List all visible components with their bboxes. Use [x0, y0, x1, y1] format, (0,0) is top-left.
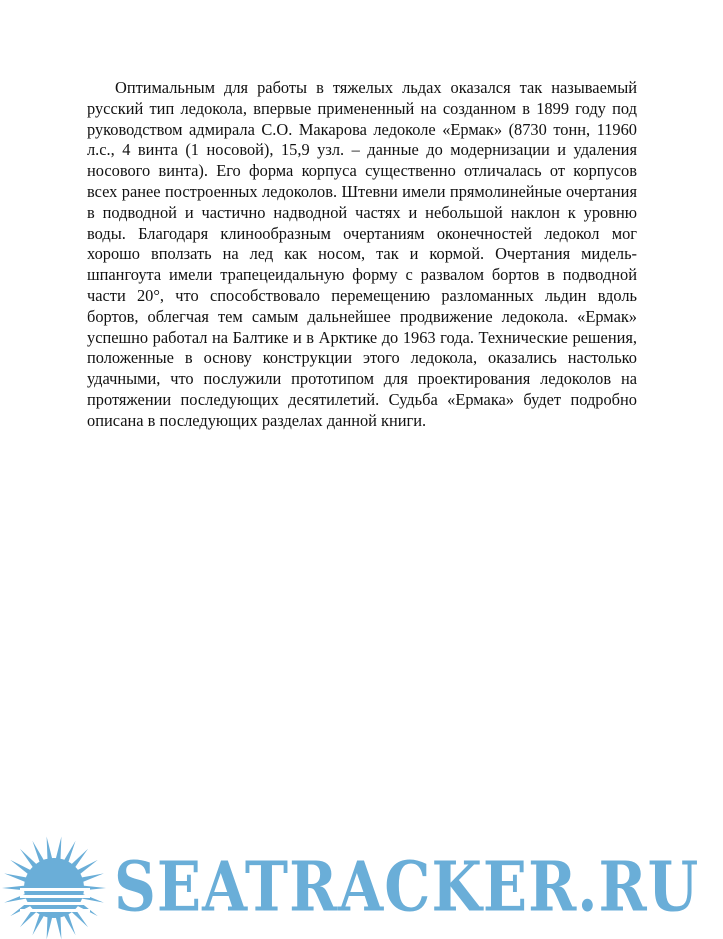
sun-over-sea-icon — [0, 828, 110, 939]
watermark — [0, 828, 723, 939]
sun-ray — [80, 893, 104, 902]
body-paragraph: Оптимальным для работы в тяжелых льдах оказался так называемый русский тип ледокола, впервые примененный на созданном в 1899 году под руководством адмирала С.О. Макарова ледоколе «Ермак» (8730 тонн, 11960 л.с., 4 винта (1 носовой), 15,9 узл. – данные до модернизации и удаления носового винта). Его форма корпуса существенно отличалась от корпусов всех ранее построенных ледоколов. Штевни имели прямолинейные очертания в подводной и частично надводной частях и небольшой наклон к уровню воды. Благодаря клинообразным очертаниям оконечностей ледокол мог хорошо вползать на лед как носом, так и кормой. Очертания мидель-шпангоута имели трапецеидальную форму с развалом бортов в подводной части 20°, что способствовало перемещению разломанных льдин вдоль бортов, облегчая тем самым дальнейшее продвижение ледокола. «Ермак» успешно работал на Балтике и в Арктике до 1963 года. Технические решения, положенные в основу конструкции этого ледокола, оказались настолько удачными, что послужили прототипом для проектирования ледоколов на протяжении последующих десятилетий. Судьба «Ермака» будет подробно описана в последующих разделах данной книги. — [87, 78, 637, 430]
sun-ray — [4, 893, 28, 902]
sun-ray — [4, 873, 28, 882]
sun-ray — [47, 915, 53, 939]
sun-ray — [80, 873, 104, 882]
watermark-text: SEATRACKER.RU — [114, 846, 700, 928]
sun-ray — [55, 915, 61, 939]
sun-ray — [55, 837, 61, 861]
sun-ray — [47, 837, 53, 861]
